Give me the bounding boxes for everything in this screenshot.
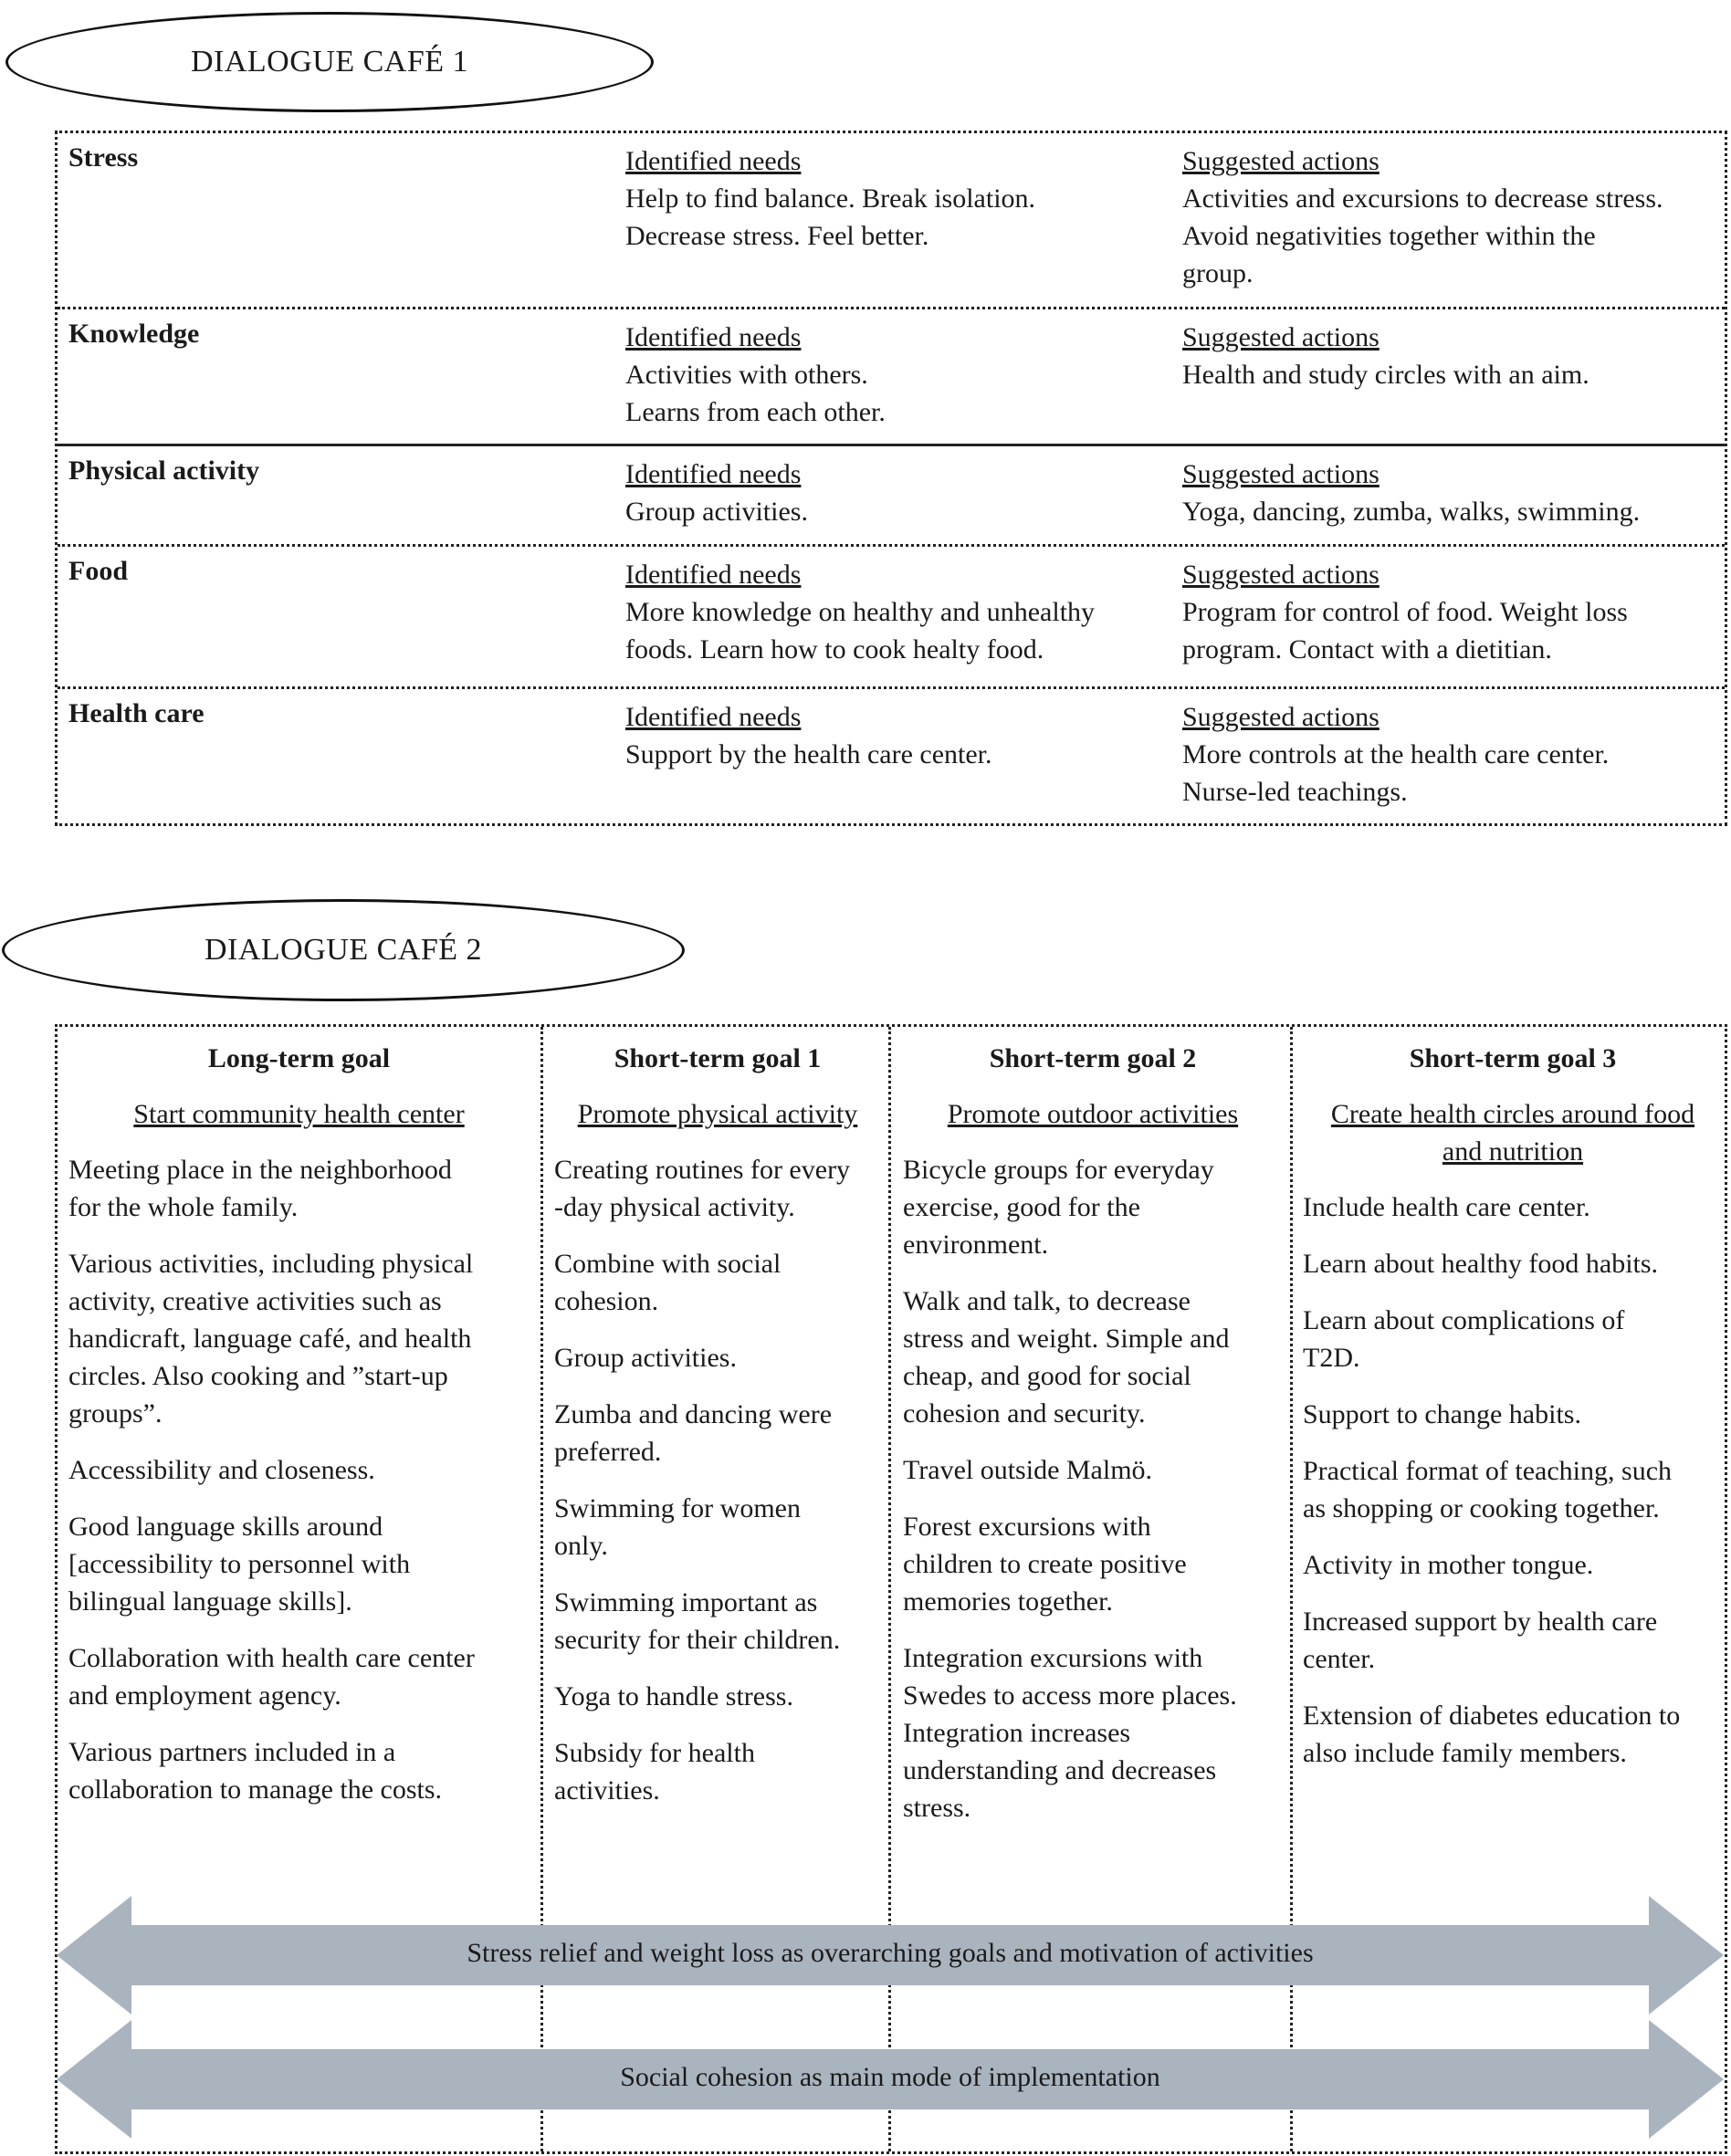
goal-item <box>68 1733 530 1808</box>
goal-item-line: activities. <box>554 1775 660 1805</box>
goal-item-line: Walk and talk, to decrease <box>903 1286 1191 1316</box>
goal-item-line: Learn about healthy food habits. <box>1303 1249 1659 1279</box>
need-text-line: Learns from each other. <box>625 397 886 427</box>
cafe1-identified-needs <box>625 698 1155 773</box>
goal-item-line: collaboration to manage the costs. <box>68 1774 443 1805</box>
cafe1-suggested-actions <box>1182 556 1730 668</box>
goal-title: Long-term goal <box>207 1043 391 1073</box>
goal-item-line: Activity in mother tongue. <box>1303 1550 1594 1580</box>
goal-item-line: Swimming important as <box>554 1587 818 1617</box>
goal-subtitle <box>68 1095 530 1133</box>
goal-item-line: Bicycle groups for everyday <box>903 1155 1214 1185</box>
goal-item-line: cohesion and security. <box>903 1398 1146 1429</box>
goal-item <box>1303 1452 1723 1527</box>
goal-subtitle-line: Promote physical activity <box>577 1099 858 1129</box>
goal-item <box>1303 1697 1723 1772</box>
goal-item <box>1303 1302 1723 1376</box>
goal-subtitle <box>1303 1095 1723 1170</box>
goal-item-line: bilingual language skills]. <box>68 1586 352 1617</box>
goal-item-line: [accessibility to personnel with <box>68 1549 411 1579</box>
goal-item-line: Travel outside Malmö. <box>903 1455 1153 1485</box>
action-text-line: Avoid negativities together within the <box>1182 221 1596 251</box>
goal-item-line: activity, creative activities such as <box>68 1286 442 1316</box>
goal-item-line: Learn about complications of <box>1303 1305 1625 1335</box>
goal-item <box>554 1584 881 1659</box>
implementation-mode-arrow <box>57 2020 1724 2139</box>
cafe1-topic: Food <box>68 556 129 586</box>
cafe1-row <box>58 307 1725 444</box>
goal-item-line: circles. Also cooking and ”start-up <box>68 1361 448 1391</box>
action-text-line: Yoga, dancing, zumba, walks, swimming. <box>1182 497 1641 527</box>
goal-item-line: Extension of diabetes education to <box>1303 1701 1681 1731</box>
action-text-line: Activities and excursions to decrease stress. <box>1182 183 1663 214</box>
goal-subtitle <box>554 1095 881 1133</box>
goal-item-line: for the whole family. <box>68 1192 299 1222</box>
goal-item-line: -day physical activity. <box>554 1192 795 1222</box>
goal-item <box>903 1282 1283 1432</box>
goal-item-line: Forest excursions with <box>903 1512 1151 1542</box>
need-text-line: Decrease stress. Feel better. <box>625 221 929 251</box>
goal-title: Short-term goal 3 <box>1409 1043 1617 1073</box>
cafe1-identified-needs <box>625 319 1155 431</box>
goal-item-line: Creating routines for every <box>554 1155 851 1185</box>
goal-item-line: center. <box>1303 1644 1376 1674</box>
goal-item <box>903 1508 1283 1620</box>
goal-item-line: Zumba and dancing were <box>554 1399 833 1429</box>
goal-item-line: security for their children. <box>554 1625 841 1655</box>
overarching-goals-arrow <box>57 1896 1724 2015</box>
goal-item <box>1303 1603 1723 1678</box>
goal-item-line: cheap, and good for social <box>903 1361 1191 1391</box>
cafe1-suggested-actions <box>1182 698 1730 811</box>
cafe1-identified-needs <box>625 455 1155 530</box>
goal-item-line: Yoga to handle stress. <box>554 1681 793 1711</box>
identified-needs-header: Identified needs <box>625 459 802 489</box>
identified-needs-header: Identified needs <box>625 322 802 352</box>
action-text-line: group. <box>1182 258 1254 288</box>
action-text-line: Nurse-led teachings. <box>1182 777 1408 807</box>
goal-item <box>554 1245 881 1320</box>
short-term-goal-3-column <box>1303 1040 1723 1791</box>
goal-subtitle-line: and nutrition <box>1442 1136 1584 1167</box>
cafe1-identified-needs <box>625 556 1155 668</box>
goal-item-line: Accessibility and closeness. <box>68 1455 375 1485</box>
cafe1-row <box>58 444 1725 544</box>
goal-item-line: preferred. <box>554 1437 662 1467</box>
goal-title: Short-term goal 1 <box>614 1043 822 1073</box>
cafe1-topic: Knowledge <box>68 319 200 349</box>
goal-subtitle <box>903 1095 1283 1133</box>
goal-item-line: stress and weight. Simple and <box>903 1324 1230 1354</box>
dialogue-cafe-1-title: DIALOGUE CAFÉ 1 <box>5 12 654 112</box>
action-text-line: program. Contact with a dietitian. <box>1182 634 1552 665</box>
goal-item-line: Group activities. <box>554 1343 737 1373</box>
goal-item-line: Swimming for women <box>554 1493 801 1523</box>
identified-needs-header: Identified needs <box>625 702 802 732</box>
suggested-actions-header: Suggested actions <box>1182 702 1380 732</box>
short-term-goal-2-column <box>903 1040 1283 1846</box>
suggested-actions-header: Suggested actions <box>1182 322 1380 352</box>
cafe1-row <box>58 544 1725 686</box>
need-text-line: More knowledge on healthy and unhealthy <box>625 597 1096 627</box>
goal-item-line: stress. <box>903 1793 971 1823</box>
goal-item <box>68 1245 530 1432</box>
goal-item-line: Good language skills around <box>68 1512 383 1542</box>
goal-subtitle-line: Promote outdoor activities <box>947 1099 1239 1129</box>
cafe1-suggested-actions <box>1182 142 1730 292</box>
suggested-actions-header: Suggested actions <box>1182 146 1380 176</box>
need-text-line: Activities with others. <box>625 360 868 390</box>
goal-item-line: understanding and decreases <box>903 1755 1217 1785</box>
need-text-line: Group activities. <box>625 497 808 527</box>
goal-item-line: only. <box>554 1531 608 1561</box>
cafe1-row <box>58 686 1725 823</box>
goal-item <box>68 1451 530 1489</box>
goal-item-line: Combine with social <box>554 1249 782 1279</box>
goal-item <box>554 1396 881 1470</box>
overarching-goals-label: Stress relief and weight loss as overarching goals and motivation of activities <box>467 1938 1314 1968</box>
goal-item-line: Integration increases <box>903 1718 1131 1748</box>
goal-item-line: environment. <box>903 1230 1049 1260</box>
cafe1-suggested-actions <box>1182 319 1730 393</box>
goal-item <box>554 1734 881 1809</box>
goal-item-line: Increased support by health care <box>1303 1607 1658 1637</box>
cafe1-row <box>58 133 1725 307</box>
dialogue-cafe-1-table <box>55 131 1727 826</box>
cafe1-topic: Stress <box>68 142 139 173</box>
goal-item-line: Collaboration with health care center <box>68 1643 475 1673</box>
cafe1-identified-needs <box>625 142 1155 255</box>
cafe1-suggested-actions <box>1182 455 1730 530</box>
goal-item-line: Various activities, including physical <box>68 1249 474 1279</box>
goal-item <box>903 1151 1283 1263</box>
cafe1-topic: Health care <box>68 698 205 728</box>
goal-item-line: Integration excursions with <box>903 1643 1203 1673</box>
goal-item-line: Practical format of teaching, such <box>1303 1456 1673 1486</box>
suggested-actions-header: Suggested actions <box>1182 560 1380 590</box>
goal-item-line: Include health care center. <box>1303 1192 1590 1222</box>
implementation-mode-label: Social cohesion as main mode of implementation <box>620 2062 1160 2092</box>
action-text-line: More controls at the health care center. <box>1182 739 1610 769</box>
goal-item <box>903 1451 1283 1489</box>
identified-needs-header: Identified needs <box>625 560 802 590</box>
goal-subtitle-line: Start community health center <box>133 1099 465 1129</box>
goal-item-line: handicraft, language café, and health <box>68 1324 472 1354</box>
goal-subtitle-line: Create health circles around food <box>1330 1099 1695 1129</box>
goal-item <box>1303 1245 1723 1282</box>
identified-needs-header: Identified needs <box>625 146 802 176</box>
goal-item <box>1303 1546 1723 1584</box>
goal-item-line: Swedes to access more places. <box>903 1680 1237 1711</box>
goal-item-line: Subsidy for health <box>554 1738 755 1768</box>
dialogue-cafe-2-title: DIALOGUE CAFÉ 2 <box>2 899 685 1001</box>
goal-title: Short-term goal 2 <box>989 1043 1197 1073</box>
goal-item <box>1303 1188 1723 1226</box>
goal-item-line: groups”. <box>68 1398 163 1429</box>
goal-item <box>68 1151 530 1226</box>
suggested-actions-header: Suggested actions <box>1182 459 1380 489</box>
need-text-line: Support by the health care center. <box>625 739 992 769</box>
goal-item-line: as shopping or cooking together. <box>1303 1493 1660 1523</box>
goal-item <box>554 1339 881 1376</box>
goal-item-line: also include family members. <box>1303 1738 1627 1768</box>
goal-item-line: exercise, good for the <box>903 1192 1140 1222</box>
action-text-line: Program for control of food. Weight loss <box>1182 597 1628 627</box>
goal-item-line: T2D. <box>1303 1343 1360 1373</box>
goal-item-line: cohesion. <box>554 1286 659 1316</box>
action-text-line: Health and study circles with an aim. <box>1182 360 1589 390</box>
goal-item <box>68 1639 530 1714</box>
goal-item-line: Support to change habits. <box>1303 1399 1581 1429</box>
goal-item-line: Meeting place in the neighborhood <box>68 1155 452 1185</box>
goal-item <box>1303 1396 1723 1433</box>
goal-item <box>68 1508 530 1620</box>
goal-item-line: Various partners included in a <box>68 1737 396 1767</box>
short-term-goal-1-column <box>554 1040 881 1828</box>
goal-item-line: and employment agency. <box>68 1680 341 1711</box>
goal-item <box>903 1639 1283 1826</box>
goal-item-line: memories together. <box>903 1586 1113 1617</box>
goal-item <box>554 1678 881 1715</box>
need-text-line: Help to find balance. Break isolation. <box>625 183 1036 214</box>
need-text-line: foods. Learn how to cook healty food. <box>625 634 1044 665</box>
cafe1-topic: Physical activity <box>68 455 260 486</box>
goal-item <box>554 1490 881 1565</box>
goal-item-line: children to create positive <box>903 1549 1187 1579</box>
long-term-goal-column <box>68 1040 530 1827</box>
goal-item <box>554 1151 881 1226</box>
